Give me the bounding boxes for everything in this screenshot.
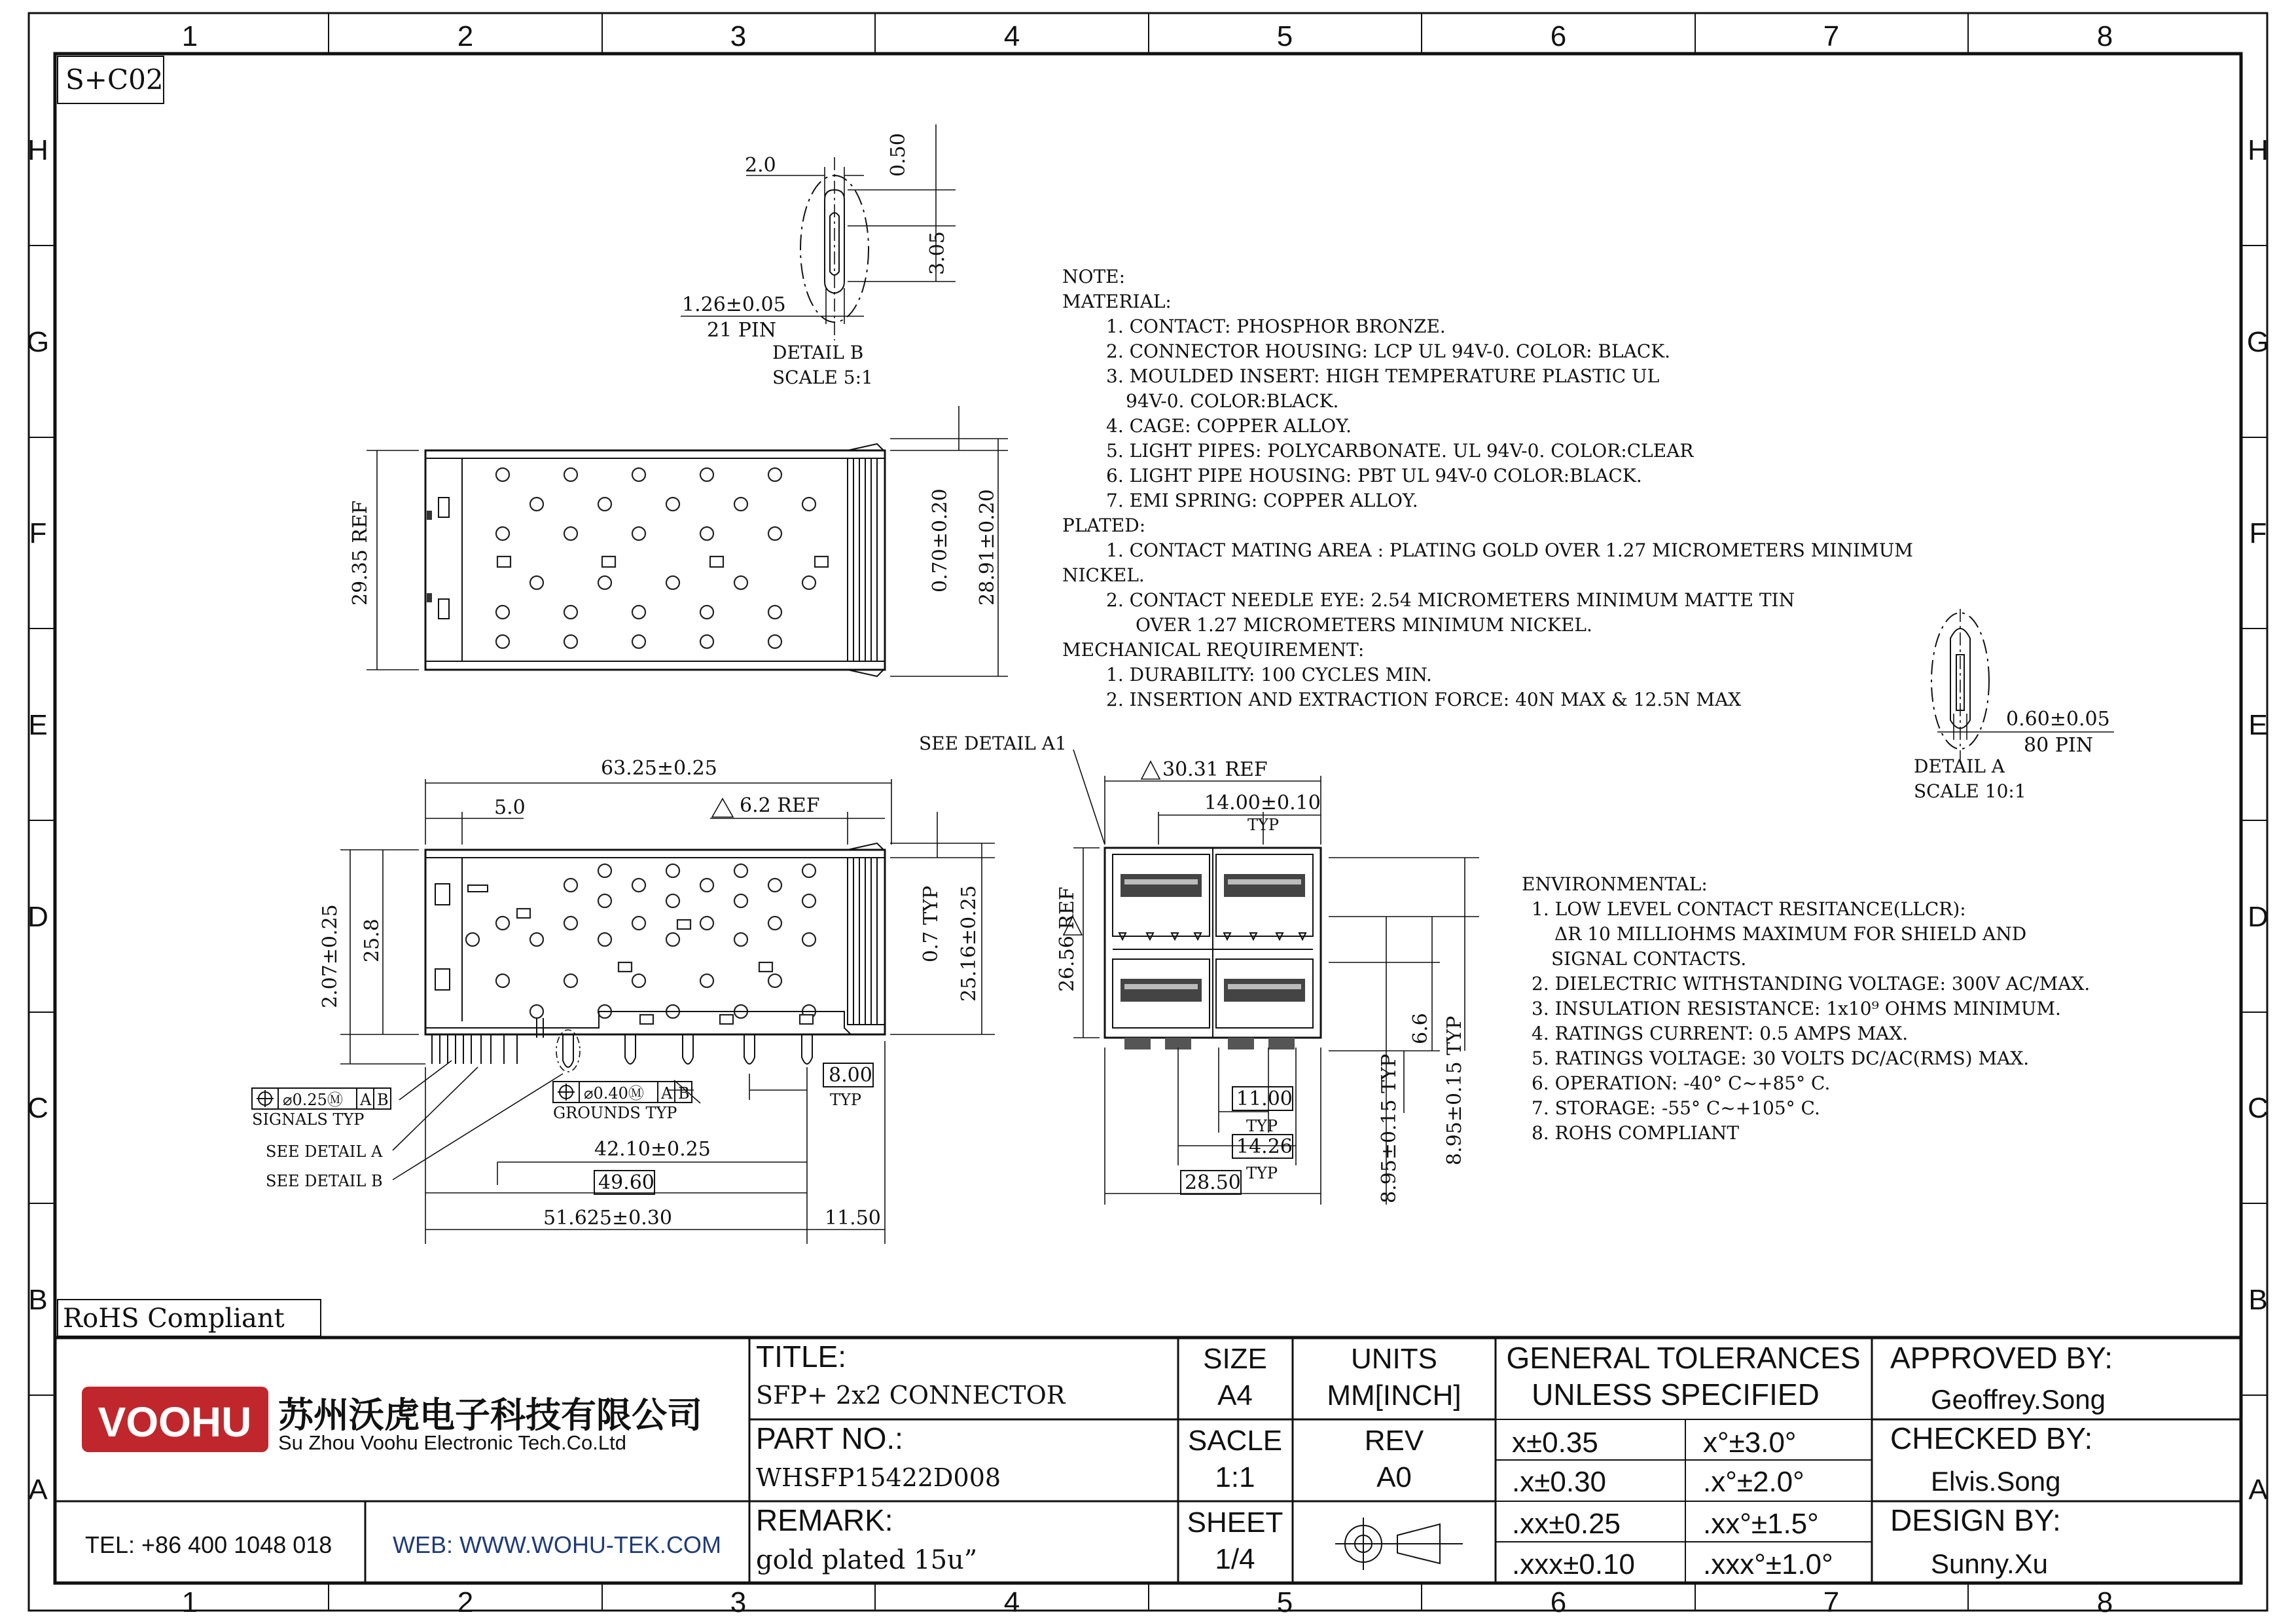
front-dim-8-95-a: 8.95±0.15 TYP [1378, 1053, 1401, 1203]
zone-col-7: 7 [1823, 20, 1840, 52]
tol-angular-0: x°±3.0° [1703, 1427, 1797, 1459]
side-dim-49: 49.60 [598, 1171, 655, 1194]
env-4: 4. RATINGS CURRENT: 0.5 AMPS MAX. [1532, 1023, 1909, 1044]
front-pitch-14: 14.00±0.10 [1204, 792, 1321, 814]
material-5: 5. LIGHT PIPES: POLYCARBONATE. UL 94V-0. COLOR:CLEAR [1106, 440, 1694, 462]
title-label: TITLE: [756, 1340, 847, 1374]
front-dim-28: 28.50 [1185, 1171, 1241, 1194]
zone-col-6: 6 [1550, 20, 1567, 52]
see-detail-a1: SEE DETAIL A1 [919, 733, 1067, 754]
detail-b-width: 2.0 [745, 154, 776, 177]
zone-col-8-bottom: 8 [2096, 1586, 2113, 1618]
top-height-ref: 29.35 REF [349, 500, 372, 606]
side-dim-51: 51.625±0.30 [543, 1207, 672, 1230]
side-pitch-8: 8.00 [829, 1064, 872, 1087]
sheet-code: S+C02 [65, 64, 164, 96]
side-dim-42: 42.10±0.25 [594, 1138, 711, 1161]
plated-2b: OVER 1.27 MICROMETERS MINIMUM NICKEL. [1136, 614, 1592, 636]
size-value: A4 [1217, 1379, 1253, 1412]
env-1c: SIGNAL CONTACTS. [1551, 948, 1747, 970]
side-dim-11: 11.50 [825, 1207, 881, 1230]
tol-angular-2: .xx°±1.5° [1703, 1508, 1819, 1540]
zone-row-f-right: F [2249, 517, 2267, 549]
zone-col-4-bottom: 4 [1003, 1586, 1020, 1618]
company-tel: TEL: +86 400 1048 018 [85, 1531, 332, 1558]
rev-label: REV [1364, 1425, 1424, 1457]
zone-row-e-right: E [2248, 709, 2268, 741]
revision-triangle-front [1141, 761, 1160, 779]
tol-linear-0: x±0.35 [1512, 1427, 1598, 1459]
zone-row-a: A [28, 1474, 48, 1506]
title-block [55, 1338, 2241, 1583]
material-2: 2. CONNECTOR HOUSING: LCP UL 94V-0. COLOR: BLACK. [1106, 340, 1671, 362]
signals-datum-b: B [377, 1091, 389, 1109]
size-label: SIZE [1203, 1343, 1267, 1375]
mechanical-heading: MECHANICAL REQUIREMENT: [1062, 639, 1365, 661]
sheet-label: SHEET [1187, 1506, 1283, 1539]
side-height-3: 25.16±0.25 [958, 885, 980, 1002]
zone-row-d-right: D [2248, 901, 2269, 933]
company-web[interactable]: WEB: WWW.WOHU-TEK.COM [393, 1531, 721, 1558]
front-pitch-typ: TYP [1247, 816, 1279, 834]
zone-col-4: 4 [1003, 20, 1020, 52]
top-view-holes [496, 468, 828, 648]
grounds-datum-a: A [661, 1084, 673, 1103]
units-value: MM[INCH] [1327, 1379, 1462, 1412]
zone-col-8: 8 [2096, 20, 2113, 52]
notes-heading: NOTE: [1062, 266, 1126, 287]
detail-b-top: 0.50 [887, 133, 910, 177]
tol-linear-1: .x±0.30 [1512, 1466, 1607, 1498]
zone-col-2: 2 [457, 20, 474, 52]
front-view [919, 733, 1479, 1205]
detail-a-scale: SCALE 10:1 [1914, 780, 2026, 802]
checked-value: Elvis.Song [1931, 1466, 2061, 1497]
side-0-7-typ: 0.7 TYP [920, 885, 942, 962]
signals-datum-a: A [360, 1091, 372, 1109]
grounds-datum-b: B [678, 1084, 690, 1103]
detail-b-scale: SCALE 5:1 [772, 367, 873, 388]
title-value: SFP+ 2x2 CONNECTOR [756, 1381, 1066, 1410]
env-7: 7. STORAGE: -55° C~+105° C. [1532, 1097, 1820, 1119]
notes-block [1062, 266, 1913, 710]
env-6: 6. OPERATION: -40° C~+85° C. [1532, 1072, 1831, 1094]
zone-row-g: G [26, 326, 50, 358]
grounds-tolerance: ⌀0.40Ⓜ [584, 1084, 644, 1103]
plated-1b: NICKEL. [1062, 564, 1145, 586]
zone-row-f: F [29, 517, 47, 549]
zone-row-b-right: B [2248, 1284, 2268, 1316]
checked-label: CHECKED BY: [1890, 1421, 2093, 1455]
material-1: 1. CONTACT: PHOSPHOR BRONZE. [1106, 316, 1446, 337]
front-dim-11-typ: TYP [1246, 1117, 1278, 1135]
remark-label: REMARK: [756, 1503, 893, 1537]
projection-symbol-icon [1335, 1518, 1463, 1570]
front-ref-30: 30.31 REF [1162, 758, 1268, 781]
tolerance-heading-1: GENERAL TOLERANCES [1506, 1341, 1861, 1375]
zone-col-3: 3 [730, 20, 747, 52]
company-name-cn: 苏州沃虎电子科技有限公司 [278, 1396, 702, 1435]
approved-value: Geoffrey.Song [1931, 1384, 2106, 1415]
signals-typ: SIGNALS TYP [252, 1110, 365, 1129]
detail-a-title: DETAIL A [1914, 756, 2005, 777]
zone-col-1-bottom: 1 [181, 1586, 198, 1618]
plated-heading: PLATED: [1062, 515, 1146, 536]
zone-col-1: 1 [181, 20, 198, 52]
zone-row-e: E [28, 709, 48, 741]
material-6: 6. LIGHT PIPE HOUSING: PBT UL 94V-0 COLOR:BLACK. [1106, 465, 1642, 486]
scale-label: SACLE [1187, 1425, 1283, 1457]
zone-row-a-right: A [2248, 1474, 2268, 1506]
side-height-2: 25.8 [361, 919, 384, 962]
tol-linear-2: .xx±0.25 [1512, 1508, 1621, 1540]
top-dim-2: 28.91±0.20 [976, 489, 999, 606]
material-7: 7. EMI SPRING: COPPER ALLOY. [1106, 490, 1418, 511]
env-2: 2. DIELECTRIC WITHSTANDING VOLTAGE: 300V AC/MAX. [1532, 973, 2090, 994]
zone-row-b: B [28, 1284, 48, 1316]
units-label: UNITS [1351, 1343, 1437, 1375]
zone-row-c-right: C [2248, 1092, 2269, 1124]
side-view [252, 757, 995, 1244]
tol-angular-1: .x°±2.0° [1703, 1466, 1804, 1498]
detail-a [1914, 609, 2114, 802]
zone-row-h: H [27, 134, 48, 166]
zone-col-7-bottom: 7 [1823, 1586, 1840, 1618]
side-view-ground-pins [563, 1034, 812, 1067]
environmental-block [1522, 873, 2090, 1144]
see-detail-b: SEE DETAIL B [266, 1172, 383, 1190]
top-dim-1: 0.70±0.20 [929, 488, 952, 593]
rev-value: A0 [1376, 1461, 1412, 1493]
env-5: 5. RATINGS VOLTAGE: 30 VOLTS DC/AC(RMS) MAX. [1532, 1048, 2030, 1069]
detail-b-title: DETAIL B [772, 342, 864, 363]
zone-col-2-bottom: 2 [457, 1586, 474, 1618]
detail-b-pins: 21 PIN [707, 319, 776, 342]
tolerance-heading-2: UNLESS SPECIFIED [1532, 1377, 1820, 1412]
signals-tolerance: ⌀0.25Ⓜ [283, 1091, 343, 1109]
zone-row-d: D [27, 901, 48, 933]
front-height-26: 26.56 REF [1056, 886, 1079, 992]
side-view-pins [432, 1018, 543, 1064]
tol-angular-3: .xxx°±1.0° [1703, 1548, 1833, 1580]
material-heading: MATERIAL: [1062, 291, 1172, 312]
env-1b: ΔR 10 MILLIOHMS MAXIMUM FOR SHIELD AND [1554, 923, 2027, 945]
material-4: 4. CAGE: COPPER ALLOY. [1106, 415, 1352, 437]
detail-a-pins: 80 PIN [2024, 734, 2093, 757]
zone-col-5-bottom: 5 [1276, 1586, 1293, 1618]
part-no-label: PART NO.: [756, 1421, 903, 1455]
design-label: DESIGN BY: [1890, 1503, 2061, 1537]
detail-b-pitch: 1.26±0.05 [682, 293, 786, 316]
side-height-1: 2.07±0.25 [319, 904, 342, 1008]
zone-col-5: 5 [1276, 20, 1293, 52]
zone-col-3-bottom: 3 [730, 1586, 747, 1618]
detail-a-pitch: 0.60±0.05 [2006, 708, 2110, 731]
company-name-en: Su Zhou Voohu Electronic Tech.Co.Ltd [278, 1431, 626, 1454]
material-3b: 94V-0. COLOR:BLACK. [1126, 390, 1339, 412]
front-dim-8-95-b: 8.95±0.15 TYP [1443, 1015, 1466, 1165]
see-detail-a: SEE DETAIL A [266, 1142, 383, 1161]
zone-row-g-right: G [2246, 326, 2270, 358]
env-8: 8. ROHS COMPLIANT [1532, 1122, 1740, 1144]
mechanical-2: 2. INSERTION AND EXTRACTION FORCE: 40N MAX & 12.5N MAX [1106, 689, 1742, 710]
env-3: 3. INSULATION RESISTANCE: 1x10⁹ OHMS MINIMUM. [1532, 998, 2061, 1019]
front-dim-14-26: 14.26 [1236, 1135, 1293, 1158]
side-dim-5: 5.0 [494, 796, 526, 819]
company-logo-text: VOOHU [98, 1398, 252, 1446]
remark-value: gold plated 15u” [756, 1545, 978, 1575]
revision-triangle [712, 799, 733, 817]
zone-row-h-right: H [2248, 134, 2269, 166]
front-dim-6-6: 6.6 [1409, 1013, 1432, 1044]
rohs-label: RoHS Compliant [63, 1304, 285, 1334]
grounds-typ: GROUNDS TYP [553, 1104, 677, 1122]
zone-col-6-bottom: 6 [1550, 1586, 1567, 1618]
front-dim-14-typ: TYP [1246, 1164, 1278, 1182]
detail-b-height: 3.05 [926, 231, 949, 275]
plated-2: 2. CONTACT NEEDLE EYE: 2.54 MICROMETERS MINIMUM MATTE TIN [1106, 589, 1795, 611]
part-no-value: WHSFP15422D008 [756, 1463, 1001, 1492]
scale-value: 1:1 [1215, 1461, 1255, 1493]
mechanical-1: 1. DURABILITY: 100 CYCLES MIN. [1106, 664, 1432, 685]
plated-1: 1. CONTACT MATING AREA : PLATING GOLD OVER 1.27 MICROMETERS MINIMUM [1106, 539, 1913, 561]
side-length: 63.25±0.25 [601, 757, 717, 780]
env-heading: ENVIRONMENTAL: [1522, 873, 1708, 895]
sheet-value: 1/4 [1215, 1543, 1255, 1575]
detail-b [681, 124, 956, 388]
front-dim-11: 11.00 [1236, 1087, 1293, 1110]
design-value: Sunny.Xu [1931, 1548, 2049, 1579]
approved-label: APPROVED BY: [1890, 1341, 2113, 1375]
zone-row-c: C [27, 1092, 48, 1124]
material-3: 3. MOULDED INSERT: HIGH TEMPERATURE PLASTIC UL [1106, 365, 1660, 387]
tol-linear-3: .xxx±0.10 [1512, 1548, 1636, 1580]
side-pitch-typ: TYP [830, 1091, 861, 1109]
env-1: 1. LOW LEVEL CONTACT RESITANCE(LLCR): [1532, 898, 1966, 920]
side-view-holes [496, 864, 816, 1024]
top-view [349, 406, 1008, 676]
side-ref-6-2: 6.2 REF [740, 794, 820, 817]
